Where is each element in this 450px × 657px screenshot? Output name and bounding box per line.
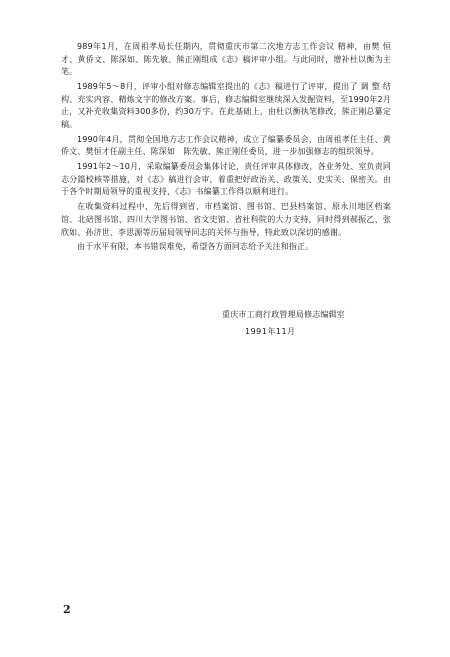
paragraph-1: 989年1月，在周祖孝局长任期内，贯彻重庆市第二次地方志工作会议 精神，由樊 恒才、黄侨文、陈深如、陈先敏、熊正刚组成《志》稿评审小组。与此同时，增补杜以衡为主笔。 xyxy=(61,42,391,77)
paragraph-3: 1990年4月，贯彻全国地方志工作会议精神，成立了编纂委员会，由周祖孝任主任、黄侨文、樊恒才任副主任、陈深如 陈先敏、熊正刚任委员，进一步加强修志的组织领导。 xyxy=(61,134,391,157)
body-text xyxy=(61,41,391,256)
paragraph-4: 1991年2～10月，采取编纂委员会集体讨论，责任评审具体修改，各业务处、室负责同志分篇校核等措施，对《志》稿进行会审，着重把好政治关、政策关、史实关、保密关。由于各个时期局领导的重视支持，《志》书编纂工作得以顺利进行。 xyxy=(61,162,391,197)
paragraph-2: 1989年5～8月，评审小组对修志编辑室提出的《志》稿进行了评审，提出了 调 整 结 构、充实内容、精炼文字的修改方案。事后，修志编辑室继续深入发掘资料，至1990年2月止，又补充收集资料300多份，约30万字。在此基础上，由杜以衡执笔修改，熊正刚总纂定稿。 xyxy=(61,82,391,129)
paragraph-6: 由于水平有限，本书错误难免，希望各方面同志给予关注和指正。 xyxy=(77,242,314,252)
signature-date: 1991年11月 xyxy=(245,327,296,336)
signature-organization: 重庆市工商行政管理局修志编辑室 xyxy=(222,310,345,319)
page-number: 2 xyxy=(63,603,71,616)
paragraph-5: 在收集资料过程中，先后得到省、市档案馆、图书馆、巴县档案馆、原永川地区档案馆、北碚图书馆、四川大学图书馆、省文史馆、省社科院的大力支持，同时得到郝振乙、张欣如、孙济世、李思源等历届局领导同志的关怀与指导，特此致以深切的感谢。 xyxy=(61,202,391,237)
signature-block xyxy=(222,306,382,340)
